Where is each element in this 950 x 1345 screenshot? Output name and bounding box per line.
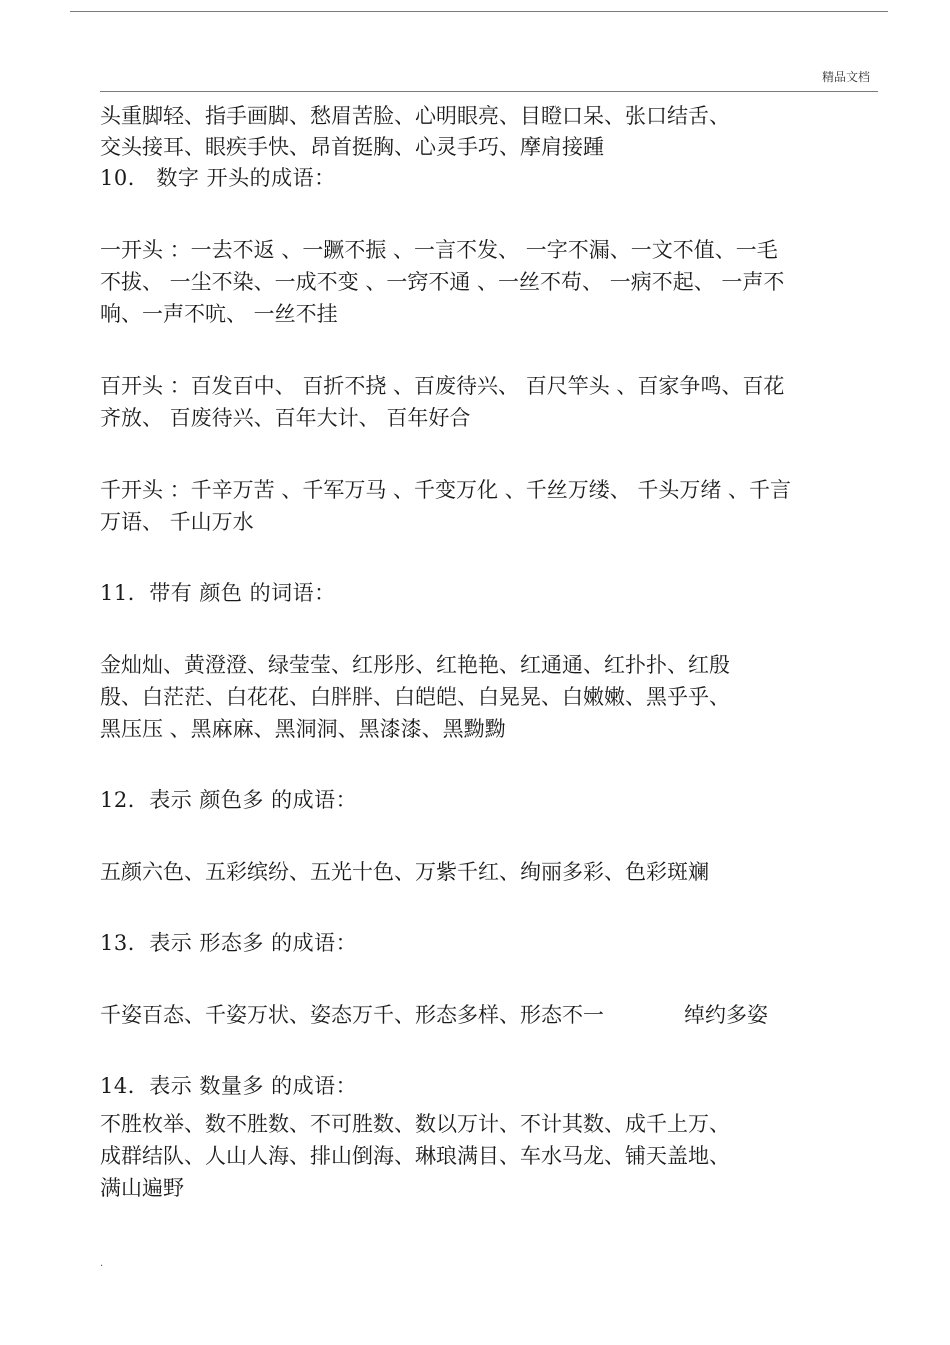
text-line: 殷、白茫茫、白花花、白胖胖、白皑皑、白晃晃、白嫩嫩、黑乎乎、 [100,685,730,709]
text-line: 百开头 ：百发百中、 百折不挠 、百废待兴、 百尺竿头 、百家争鸣、百花 [100,374,785,398]
text-line: 五颜六色、五彩缤纷、五光十色、万紫千红、绚丽多彩、色彩斑斓 [100,860,709,884]
section-14-heading: 14．表示 数量多 的成语： [100,1074,358,1098]
text-line: 交头接耳、眼疾手快、昂首挺胸、心灵手巧、摩肩接踵 [100,135,604,159]
text-line: 一开头 ：一去不返 、一蹶不振 、一言不发、 一字不漏、一文不值、一毛 [100,238,778,262]
text-line: 千开头 ：千辛万苦 、千军万马 、千变万化 、千丝万缕、 千头万绪 、千言 [100,478,792,502]
section-13-heading: 13．表示 形态多 的成语： [100,931,358,955]
text-line: 不胜枚举、数不胜数、不可胜数、数以万计、不计其数、成千上万、 [100,1112,730,1136]
text-line: 头重脚轻、指手画脚、愁眉苦脸、心明眼亮、目瞪口呆、张口结舌、 [100,104,730,128]
paragraph-qian [100,474,890,538]
document-body [100,101,890,1204]
text-segment: 千姿百态、千姿万状、姿态万千、形态多样、形态不一 [100,1003,604,1027]
section-10-heading: 10． 数字 开头的成语： [100,166,336,190]
text-segment: 绰约多姿 [684,1003,768,1027]
top-rule [70,11,888,12]
text-line: 万语、 千山万水 [100,510,254,534]
section-9-tail [100,101,890,163]
text-line: 不拔、 一尘不染、一成不变 、一窍不通 、一丝不苟、 一病不起、 一声不 [100,270,785,294]
text-line: 满山遍野 [100,1176,184,1200]
text-line: 成群结队、人山人海、排山倒海、琳琅满目、车水马龙、铺天盖地、 [100,1144,730,1168]
text-line: 金灿灿、黄澄澄、绿莹莹、红彤彤、红艳艳、红通通、红扑扑、红殷 [100,653,730,677]
paragraph-colors [100,649,890,745]
text-line: 齐放、 百废待兴、百年大计、 百年好合 [100,406,471,430]
paragraph-bai [100,370,890,434]
text-line: 响、一声不吭、 一丝不挂 [100,302,338,326]
section-12-heading: 12．表示 颜色多 的成语： [100,788,358,812]
paragraph-quantity [100,1108,890,1204]
text-line [100,999,890,1031]
header-label: 精品文档 [821,70,870,84]
paragraph-yi [100,234,890,330]
text-line: 黑压压 、黑麻麻、黑洞洞、黑漆漆、黑黝黝 [100,717,506,741]
footer-mark: . [100,1258,104,1269]
header-rule [100,91,878,92]
section-11-heading: 11．带有 颜色 的词语： [100,581,336,605]
